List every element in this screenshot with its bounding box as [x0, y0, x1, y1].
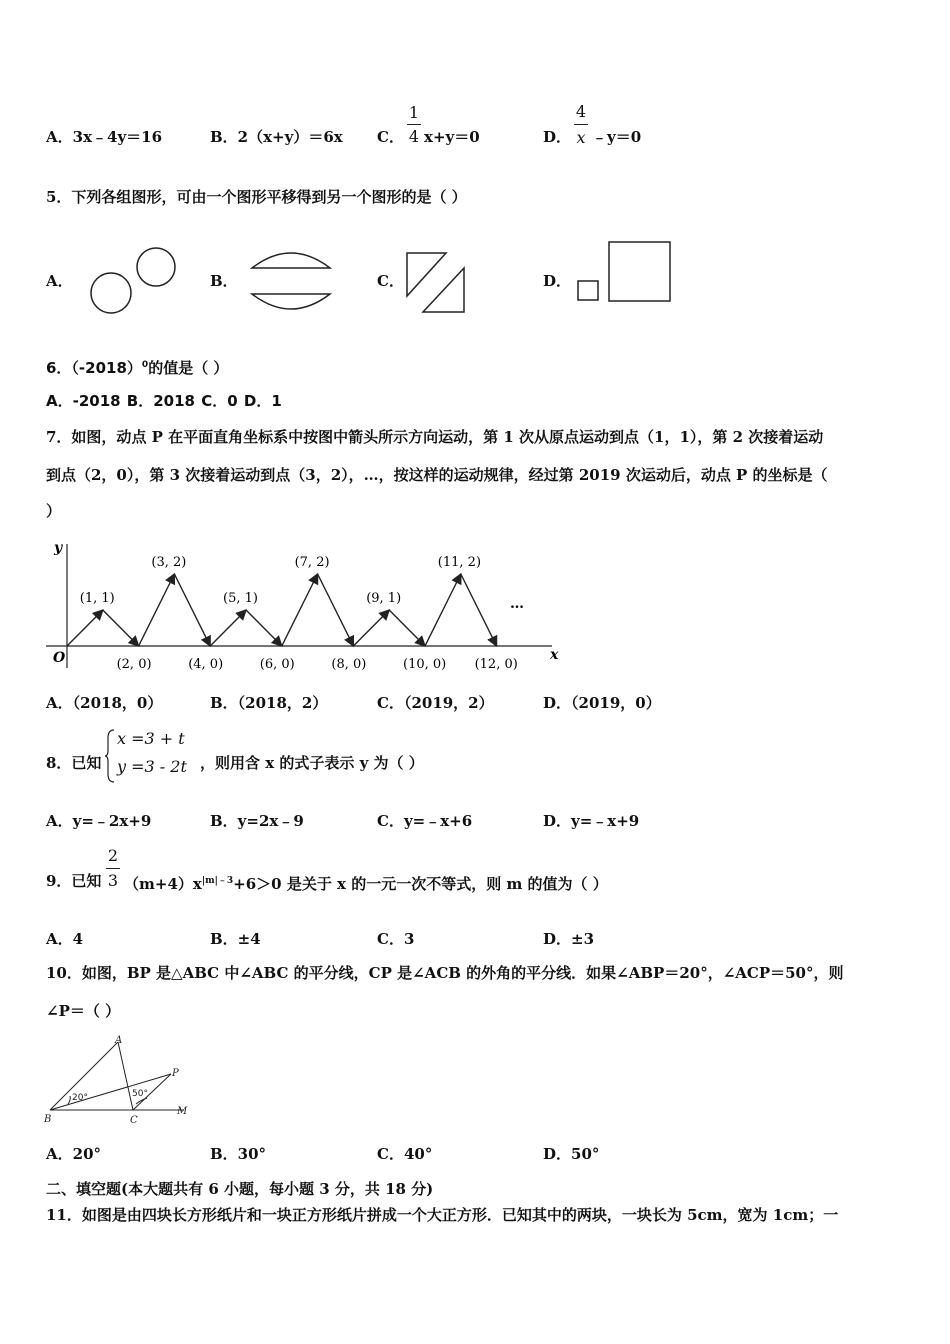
q9-stem-pre: 9．已知	[46, 872, 102, 890]
q6-stem-sup: 0	[141, 360, 149, 370]
q10-angle-20: 20°	[72, 1093, 88, 1103]
q7-bottom-point-label: (6, 0)	[259, 657, 295, 672]
q7-option-c[interactable]: C．（2019，2）	[377, 694, 494, 712]
q7-top-point-label: (9, 1)	[366, 591, 402, 606]
q8-option-b[interactable]: B．y=2x﹣9	[210, 812, 304, 830]
q7-path-segment	[389, 610, 425, 646]
q5-figure-b-segments	[250, 244, 334, 316]
q11-stem: 11．如图是由四块长方形纸片和一块正方形纸片拼成一个大正方形．已知其中的两块，一块长为 5cm，宽为 1cm；一	[46, 1206, 839, 1224]
q7-path-segment	[174, 574, 210, 646]
q4-option-b[interactable]: B．2（x+y）＝6x	[210, 128, 343, 146]
q7-origin-label: O	[53, 650, 66, 666]
q4-option-d-numerator: 4	[575, 102, 587, 121]
q10-option-a[interactable]: A．20°	[46, 1145, 102, 1163]
q8-equation-1: x =3 + t	[117, 729, 185, 748]
q7-point-labels	[80, 555, 518, 672]
q7-y-label: y	[54, 540, 63, 556]
q7-path-segment	[425, 574, 461, 646]
q6-stem-pre: 6．（-2018）	[46, 359, 142, 377]
q5-option-c[interactable]: C．	[377, 272, 404, 290]
q10-line-2: ∠P＝（ ）	[46, 1002, 121, 1020]
q10-option-b[interactable]: B．30°	[210, 1145, 267, 1163]
q10-option-c[interactable]: C．40°	[377, 1145, 433, 1163]
section-2-heading: 二、填空题(本大题共有 6 小题，每小题 3 分，共 18 分)	[46, 1180, 434, 1198]
q7-coordinate-graph	[40, 538, 570, 674]
q4-option-c-numerator: 1	[408, 103, 420, 122]
q9-stem-post: +6＞0 是关于 x 的一元一次不等式，则 m 的值为（ ）	[233, 875, 608, 893]
q4-option-c-rest: x+y＝0	[424, 128, 480, 146]
q10-option-d[interactable]: D．50°	[543, 1145, 600, 1163]
q7-path-segment	[210, 610, 246, 646]
q9-option-b[interactable]: B．±4	[210, 930, 261, 948]
q7-path-segment	[139, 574, 175, 646]
q7-bottom-point-label: (10, 0)	[403, 657, 447, 672]
q5-figure-d-squares	[576, 240, 674, 304]
q10-vertex-a: A	[115, 1035, 123, 1046]
q5-option-a[interactable]: A．	[46, 272, 73, 290]
q4-option-d-denominator: x	[576, 128, 586, 147]
q5-figure-a-circles	[86, 244, 182, 318]
q7-bottom-point-label: (4, 0)	[188, 657, 224, 672]
q7-path-segment	[353, 610, 389, 646]
q7-bottom-point-label: (12, 0)	[474, 657, 518, 672]
q5-figure-c-triangles	[404, 250, 470, 316]
q7-top-point-label: (1, 1)	[79, 591, 115, 606]
q7-top-point-label: (7, 2)	[294, 555, 330, 570]
q6-stem	[46, 356, 228, 377]
q7-line-2: 到点（2，0），第 3 次接着运动到点（3，2），…，按这样的运动规律，经过第 2019 次运动后，动点 P 的坐标是（	[46, 466, 828, 484]
q8-stem-post: ，则用含 x 的式子表示 y 为（ ）	[200, 754, 424, 772]
q5-option-d[interactable]: D．	[543, 272, 572, 290]
q4-option-c-label[interactable]: C．	[377, 128, 404, 146]
q8-option-c[interactable]: C．y=﹣x+6	[377, 812, 473, 830]
q7-top-point-label: (11, 2)	[437, 555, 482, 570]
q5-stem: 5．下列各组图形，可由一个图形平移得到另一个图形的是（ ）	[46, 188, 467, 206]
q10-triangle-figure	[44, 1034, 194, 1128]
q10-vertex-p: P	[172, 1068, 179, 1079]
q6-stem-post: 的值是（ ）	[148, 359, 229, 377]
q10-vertex-b: B	[44, 1114, 52, 1125]
q4-option-d-label[interactable]: D．	[543, 128, 572, 146]
q7-path-segment	[67, 610, 103, 646]
q8-stem-pre: 8．已知	[46, 754, 102, 772]
q7-top-point-label: (5, 1)	[223, 591, 258, 606]
q7-path-segment	[318, 574, 354, 646]
q4-option-d-rest: ﹣y＝0	[592, 128, 642, 146]
q10-line-1: 10．如图，BP 是△ABC 中∠ABC 的平分线，CP 是∠ACB 的外角的平分线．如果∠ABP＝20°，∠ACP＝50°，则	[46, 964, 844, 982]
q7-line-3: ）	[46, 502, 62, 520]
q9-stem-body	[124, 872, 608, 893]
q7-path-segment	[103, 610, 139, 646]
q8-equation-2: y =3 - 2t	[117, 757, 187, 776]
q7-line-1: 7．如图，动点 P 在平面直角坐标系中按图中箭头所示方向运动，第 1 次从原点运动到点（1，1），第 2 次接着运动	[46, 428, 824, 446]
q4-option-d-fraction-bar	[574, 124, 588, 125]
q4-option-c-denominator: 4	[408, 127, 420, 146]
q9-exponent: |m|﹣3	[201, 876, 234, 886]
q7-option-b[interactable]: B．（2018，2）	[210, 694, 328, 712]
q7-ellipsis: …	[510, 596, 524, 612]
q7-bottom-point-label: (2, 0)	[116, 657, 152, 672]
q7-bottom-point-label: (8, 0)	[331, 657, 367, 672]
q7-x-label: x	[550, 647, 559, 663]
q7-option-d[interactable]: D．（2019，0）	[543, 694, 661, 712]
q7-path-segment	[282, 574, 318, 646]
q9-fraction-denominator: 3	[107, 871, 119, 890]
q10-point-m: M	[177, 1106, 188, 1117]
q7-option-a[interactable]: A．（2018，0）	[46, 694, 163, 712]
q4-option-a[interactable]: A．3x﹣4y＝16	[46, 128, 163, 146]
q8-option-d[interactable]: D．y=﹣x+9	[543, 812, 640, 830]
q9-option-a[interactable]: A．4	[46, 930, 84, 948]
q8-system-brace	[104, 728, 116, 784]
q9-option-c[interactable]: C．3	[377, 930, 415, 948]
q7-path-segment	[461, 574, 497, 646]
q10-angle-50: 50°	[132, 1089, 148, 1099]
q7-motion-path	[67, 574, 497, 646]
q9-fraction-bar	[106, 868, 120, 869]
q10-vertex-c: C	[130, 1115, 138, 1126]
q9-stem-mid: （m+4）x	[124, 875, 202, 893]
q9-fraction-numerator: 2	[107, 846, 119, 865]
q4-option-c-fraction-bar	[407, 124, 421, 125]
q5-option-b[interactable]: B．	[210, 272, 238, 290]
q8-option-a[interactable]: A．y=﹣2x+9	[46, 812, 152, 830]
q9-option-d[interactable]: D．±3	[543, 930, 595, 948]
q7-top-point-label: (3, 2)	[151, 555, 187, 570]
q6-options[interactable]: A．-2018 B．2018 C．0 D．1	[46, 392, 282, 410]
q7-path-segment	[246, 610, 282, 646]
